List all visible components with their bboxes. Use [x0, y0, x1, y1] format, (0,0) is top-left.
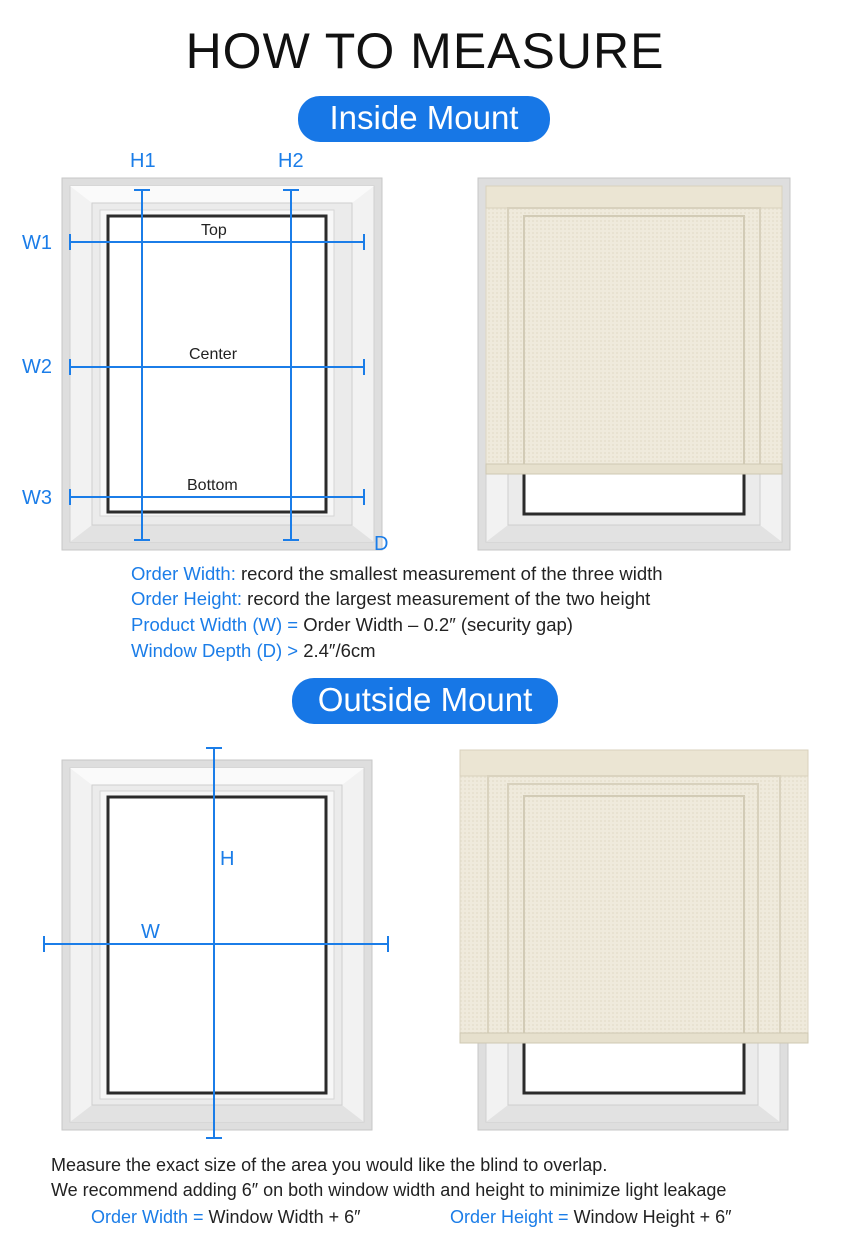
- inside-shade-diagram: [478, 178, 790, 550]
- h-label: H: [220, 848, 235, 870]
- formula-order-height: [450, 1207, 732, 1228]
- outside-mount-diagrams: [0, 740, 850, 1150]
- note-window-depth: [131, 640, 376, 662]
- note-value: record the largest measurement of the two height: [242, 588, 651, 609]
- inside-mount-heading: Inside Mount: [298, 96, 550, 142]
- bottom-label: Bottom: [187, 477, 238, 494]
- w-label: W: [141, 921, 160, 943]
- note-key: Window Depth (D) >: [131, 640, 299, 661]
- instruction-line-1: Measure the exact size of the area you would like the blind to overlap.: [51, 1155, 608, 1175]
- inside-mount-diagrams: [0, 140, 850, 560]
- top-label: Top: [201, 222, 227, 239]
- note-key: Product Width (W) =: [131, 614, 299, 635]
- outside-shade-diagram: [460, 750, 808, 1130]
- w3-label: W3: [22, 487, 52, 509]
- note-value: Order Width – 0.2″ (security gap): [298, 614, 573, 635]
- page-title: HOW TO MEASURE: [185, 23, 665, 79]
- note-product-width: [131, 614, 573, 636]
- depth-label: D: [374, 533, 389, 555]
- formula-key: Order Height =: [450, 1207, 569, 1227]
- center-label: Center: [189, 346, 238, 363]
- instruction-line-2: We recommend adding 6″ on both window width and height to minimize light leakage: [51, 1180, 727, 1200]
- note-value: record the smallest measurement of the three width: [235, 563, 663, 584]
- h2-label: H2: [278, 150, 304, 172]
- w1-label: W1: [22, 232, 52, 254]
- note-key: Order Height:: [131, 588, 243, 609]
- note-order-width: [131, 563, 663, 585]
- note-value: 2.4″/6cm: [298, 640, 376, 661]
- outside-mount-heading: Outside Mount: [292, 678, 558, 724]
- h1-label: H1: [130, 150, 156, 172]
- note-key: Order Width:: [131, 563, 236, 584]
- formula-value: Window Width + 6″: [203, 1207, 361, 1227]
- formula-key: Order Width =: [91, 1207, 204, 1227]
- note-order-height: [131, 588, 650, 610]
- formula-value: Window Height + 6″: [568, 1207, 732, 1227]
- formula-order-width: [91, 1207, 360, 1228]
- w2-label: W2: [22, 356, 52, 378]
